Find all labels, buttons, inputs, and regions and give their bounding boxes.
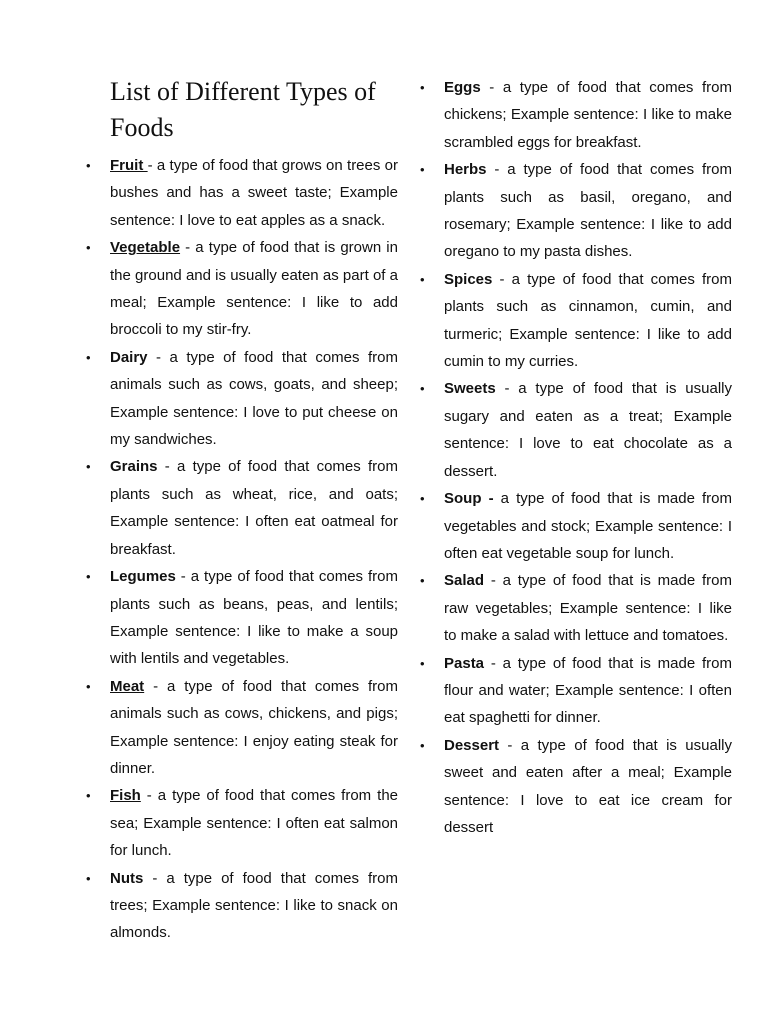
bullet-icon: • (420, 491, 425, 507)
food-list-left (86, 152, 398, 947)
bullet-icon: • (86, 788, 91, 804)
bullet-icon: • (86, 349, 91, 365)
bullet-icon: • (420, 655, 425, 671)
food-term: Dessert (444, 736, 500, 754)
food-description: - a type of food that comes from plants such as basil, oregano, and rosemary; Example sentence: I like to add oregano to my pasta dishes. (444, 161, 732, 261)
list-item (420, 74, 732, 156)
food-description: - a type of food that grows on trees or bushes and has a sweet taste; Example sentence: I love to eat apples as a snack. (110, 157, 398, 229)
food-term: Fruit (110, 157, 148, 174)
food-term: Dairy (110, 348, 148, 366)
right-column (420, 74, 732, 841)
bullet-icon: • (86, 158, 91, 173)
list-item (420, 650, 732, 732)
food-term: Herbs (444, 161, 487, 179)
bullet-icon: • (420, 80, 425, 95)
bullet-icon: • (420, 271, 425, 287)
food-term: Legumes (110, 568, 176, 586)
bullet-icon: • (420, 162, 425, 178)
list-item (86, 344, 398, 454)
food-description: - a type of food that comes from chickens; Example sentence: I like to make scrambled eggs for breakfast. (444, 79, 732, 151)
food-term: Sweets (444, 380, 496, 398)
bullet-icon: • (86, 678, 91, 694)
food-description: - a type of food that is usually sweet and eaten after a meal; Example sentence: I love to eat ice cream for dessert (444, 736, 732, 836)
list-item (86, 234, 398, 344)
food-term: Grains (110, 458, 158, 476)
list-item (420, 266, 732, 376)
food-term: Eggs (444, 79, 481, 96)
food-description: - a type of food that comes from plants such as wheat, rice, and oats; Example sentence: I often eat oatmeal for breakfast. (110, 458, 398, 558)
food-description: - a type of food that comes from plants such as beans, peas, and lentils; Example sentence: I like to make a soup with lentils and vegetables. (110, 568, 398, 668)
list-item (420, 567, 732, 649)
page-title: List of Different Types of Foods (110, 77, 376, 142)
food-description: - a type of food that is grown in the ground and is usually eaten as part of a meal; Example sentence: I like to add broccoli to my stir-fry. (110, 239, 398, 339)
food-term: Pasta (444, 654, 485, 672)
food-description: a type of food that is made from vegetables and stock; Example sentence: I often eat vegetable soup for lunch. (444, 490, 732, 562)
food-term: Salad (444, 572, 485, 590)
list-item (86, 453, 398, 563)
bullet-icon: • (420, 737, 425, 753)
food-description: - a type of food that is made from flour and water; Example sentence: I often eat spaghetti for dinner. (444, 654, 732, 727)
bullet-icon: • (86, 870, 91, 886)
food-term: Vegetable (110, 239, 181, 257)
list-item (420, 156, 732, 266)
food-description: - a type of food that comes from trees; Example sentence: I like to snack on almonds. (110, 869, 398, 942)
food-description: - a type of food that is usually sugary and eaten as a treat; Example sentence: I love to eat chocolate as a dessert. (444, 380, 732, 480)
food-term: Meat (110, 677, 145, 695)
list-item (86, 782, 398, 864)
bullet-icon: • (420, 573, 425, 589)
bullet-icon: • (420, 381, 425, 397)
list-item (86, 673, 398, 783)
list-item (86, 865, 398, 947)
food-term: Nuts (110, 869, 144, 887)
bullet-icon: • (86, 240, 91, 256)
list-item (420, 375, 732, 485)
bullet-icon: • (86, 569, 91, 585)
list-item (420, 485, 732, 567)
list-item (420, 732, 732, 842)
food-term: Soup - (444, 490, 494, 508)
food-term: Spices (444, 270, 493, 288)
food-description: - a type of food that comes from the sea; Example sentence: I often eat salmon for lunch. (110, 787, 398, 860)
food-description: - a type of food that comes from plants such as cinnamon, cumin, and turmeric; Example sentence: I like to add cumin to my curries. (444, 270, 732, 371)
list-item (86, 563, 398, 673)
food-description: - a type of food that comes from animals such as cows, chickens, and pigs; Example sentence: I enjoy eating steak for dinner. (110, 677, 398, 777)
bullet-icon: • (86, 459, 91, 475)
food-description: - a type of food that is made from raw vegetables; Example sentence: I like to make a salad with lettuce and tomatoes. (444, 572, 732, 645)
food-description: - a type of food that comes from animals such as cows, goats, and sheep; Example sentence: I love to put cheese on my sandwiches. (110, 348, 398, 449)
food-term: Fish (110, 787, 141, 805)
list-item (86, 152, 398, 234)
left-column (86, 74, 398, 947)
food-list-right (420, 74, 732, 841)
